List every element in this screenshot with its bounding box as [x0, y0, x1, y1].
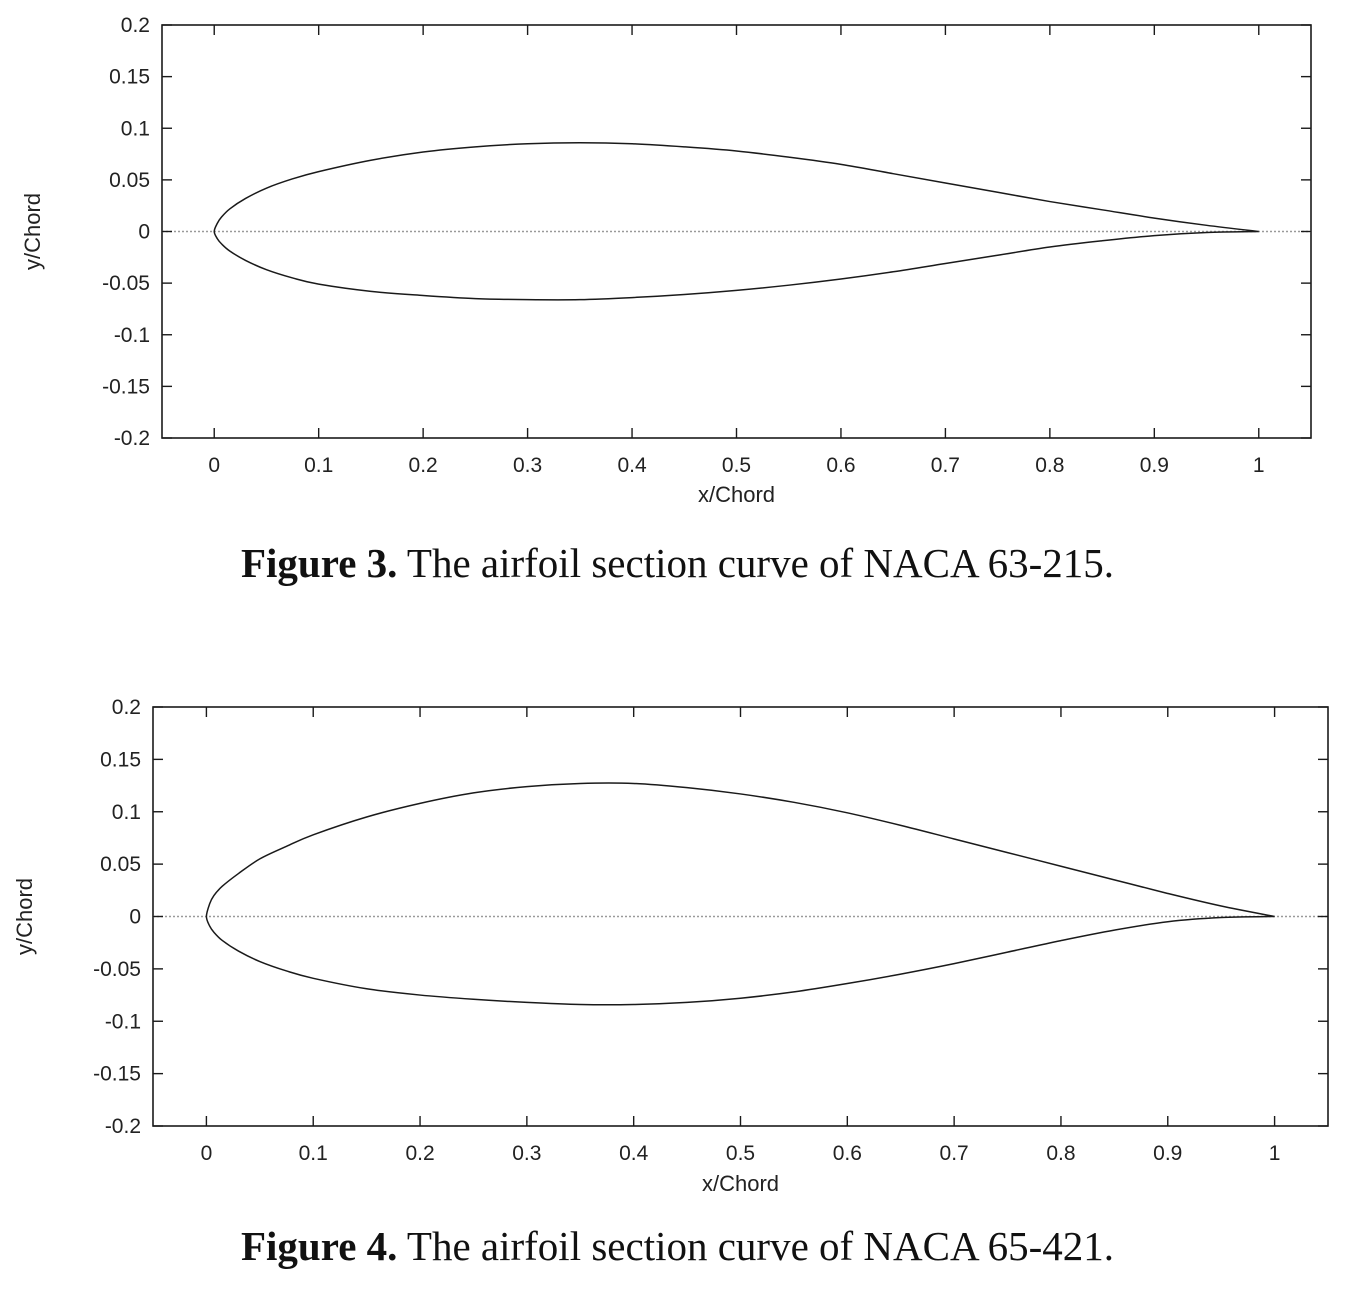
x-axis-label: x/Chord: [697, 482, 776, 507]
x-tick-label: 0.5: [725, 1142, 756, 1165]
y-tick-label: 0.05: [100, 853, 141, 877]
x-tick-label: 0.2: [405, 1142, 435, 1165]
y-tick-label: 0: [129, 905, 141, 929]
x-tick-label: 0.3: [512, 454, 543, 477]
y-tick-label: 0.2: [120, 14, 150, 37]
x-tick-label: 0.7: [930, 454, 961, 477]
x-tick-label: 1: [1268, 1142, 1281, 1165]
airfoil-curve: [214, 143, 1259, 300]
x-tick-label: 0.8: [1035, 454, 1065, 477]
y-tick-label: 0.15: [100, 748, 141, 772]
x-tick-label: 0.9: [1153, 1142, 1183, 1165]
x-tick-label: 0: [200, 1142, 213, 1165]
y-tick-label: 0.1: [111, 800, 141, 824]
y-tick-label: -0.1: [113, 323, 150, 347]
figure-3-label: Figure 3.: [241, 540, 398, 586]
y-tick-label: 0.2: [111, 696, 141, 719]
figure-4-text: The airfoil section curve of NACA 65-421.: [406, 1223, 1114, 1269]
figure-4-label: Figure 4.: [241, 1223, 398, 1269]
x-tick-label: 0.4: [617, 454, 647, 477]
y-tick-label: 0.1: [120, 117, 150, 141]
x-tick-label: 0.2: [408, 454, 438, 477]
y-tick-label: 0: [138, 220, 150, 244]
y-axis-label: y/Chord: [12, 877, 37, 956]
chart-naca-63-215: [20, 14, 1311, 507]
x-axis-label: x/Chord: [701, 1171, 780, 1196]
y-tick-label: -0.15: [93, 1062, 141, 1086]
y-tick-label: 0.05: [109, 168, 150, 192]
y-axis-label: y/Chord: [20, 192, 45, 271]
figure-3-text: The airfoil section curve of NACA 63-215.: [406, 540, 1114, 586]
figure-3-caption: [0, 540, 1355, 586]
x-tick-label: 0.1: [298, 1142, 328, 1165]
y-tick-label: 0.15: [109, 65, 150, 89]
x-tick-label: 0.5: [721, 454, 752, 477]
y-tick-label: -0.1: [104, 1010, 141, 1034]
x-tick-label: 1: [1252, 454, 1265, 477]
airfoil-curve: [206, 783, 1274, 1005]
x-tick-label: 0.4: [619, 1142, 649, 1165]
y-tick-label: -0.05: [93, 957, 141, 981]
x-tick-label: 0.9: [1139, 454, 1169, 477]
y-tick-label: -0.05: [102, 272, 150, 296]
x-tick-label: 0.7: [939, 1142, 969, 1165]
x-tick-label: 0.8: [1046, 1142, 1076, 1165]
x-tick-label: 0.3: [512, 1142, 542, 1165]
y-tick-label: -0.2: [104, 1115, 141, 1138]
chart-naca-65-421: [12, 696, 1328, 1196]
x-tick-label: 0: [208, 454, 221, 477]
x-tick-label: 0.6: [832, 1142, 862, 1165]
y-tick-label: -0.15: [102, 375, 150, 399]
figure-4-caption: [0, 1223, 1355, 1269]
y-tick-label: -0.2: [113, 427, 150, 450]
x-tick-label: 0.1: [304, 454, 334, 477]
x-tick-label: 0.6: [826, 454, 856, 477]
